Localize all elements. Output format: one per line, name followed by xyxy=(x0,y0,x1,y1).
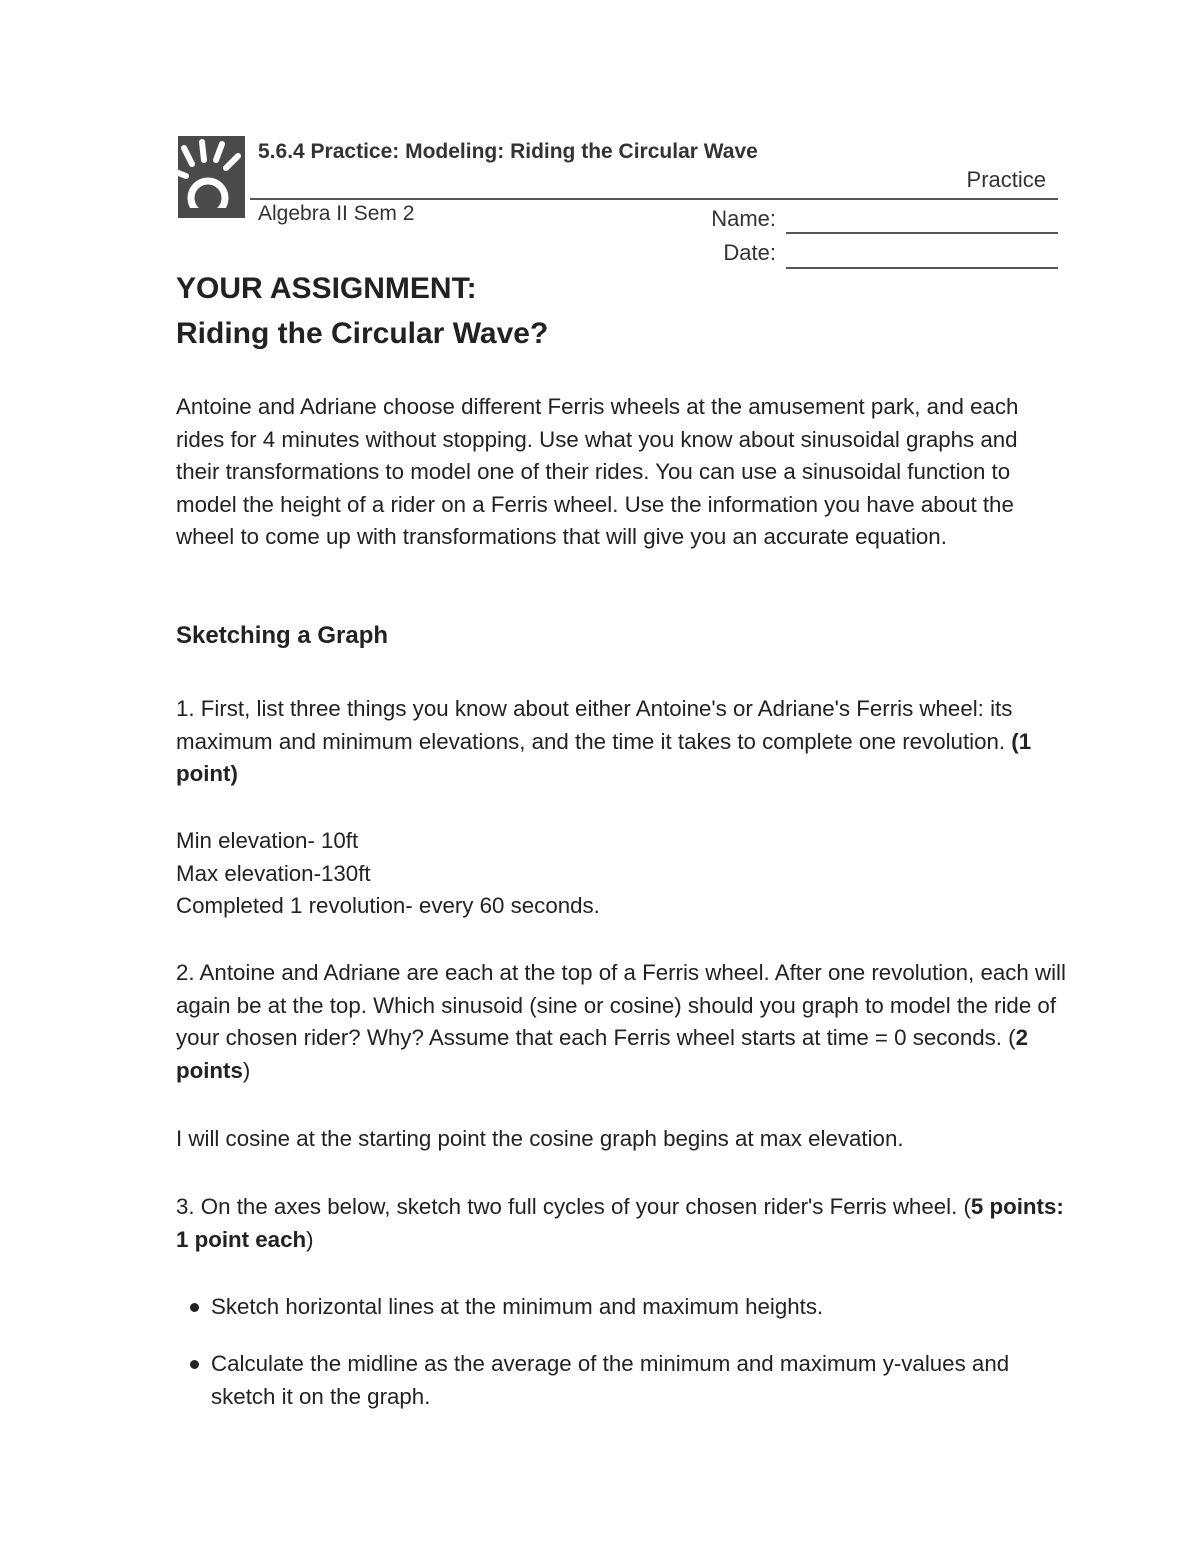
school-logo xyxy=(178,136,245,218)
bullet-dot xyxy=(190,1360,199,1369)
answer-max-elevation: Max elevation-130ft xyxy=(176,860,371,886)
assignment-heading: YOUR ASSIGNMENT: xyxy=(176,272,477,305)
date-label: Date: xyxy=(723,240,776,265)
name-label: Name: xyxy=(711,206,776,231)
date-field-line[interactable] xyxy=(786,267,1058,269)
assignment-subheading: Riding the Circular Wave? xyxy=(176,317,549,350)
intro-paragraph: Antoine and Adriane choose different Ferris wheels at the amusement park, and each rides for 4 minutes without stopping. Use what you know about sinusoidal graphs and their transformations to model one of their rides. You can use a sinusoidal function to model the height of a rider on a Ferris wheel. Use the information you have about the wheel to come up with transformations that will give you an accurate equation. xyxy=(176,394,1019,550)
question-3-text: 3. On the axes below, sketch two full cycles of your chosen rider's Ferris wheel. ( xyxy=(176,1194,971,1219)
bullet-text: Sketch horizontal lines at the minimum and maximum heights. xyxy=(211,1294,824,1319)
question-1 xyxy=(176,693,1066,791)
answer-revolution-time: Completed 1 revolution- every 60 seconds. xyxy=(176,893,600,919)
question-1-answer xyxy=(176,825,1066,923)
question-2-text-end: ) xyxy=(242,1057,251,1083)
header-divider xyxy=(250,198,1058,200)
course-name: Algebra II Sem 2 xyxy=(258,202,415,225)
question-2-points: 2 points xyxy=(176,1025,1029,1083)
question-1-text: 1. First, list three things you know about either Antoine's or Adriane's Ferris wheel: its maximum and minimum elevations, and the time it takes to complete one revolution. xyxy=(176,696,1013,754)
section-heading: Sketching a Graph xyxy=(176,622,389,649)
question-2-text: 2. Antoine and Adriane are each at the top of a Ferris wheel. After one revolution, each will again be at the top. Which sinusoid (sine or cosine) should you graph to model the ride of your chosen rider? Why? Assume that each Ferris wheel starts at time = 0 seconds. ( xyxy=(176,960,1066,1051)
question-3 xyxy=(176,1191,1066,1256)
worksheet-type-label: Practice xyxy=(966,167,1046,192)
answer-min-elevation: Min elevation- 10ft xyxy=(176,828,359,853)
bullet-text: Calculate the midline as the average of the minimum and maximum y-values and sketch it on the graph. xyxy=(211,1351,1010,1409)
bullet-dot xyxy=(190,1303,199,1312)
question-1-points: (1 point) xyxy=(176,728,1032,787)
question-3-text-end: ) xyxy=(306,1226,314,1252)
question-2-answer: I will cosine at the starting point the cosine graph begins at max elevation. xyxy=(176,1126,904,1151)
worksheet-title: 5.6.4 Practice: Modeling: Riding the Circular Wave xyxy=(258,140,758,163)
question-2 xyxy=(176,957,1066,1087)
name-field-line[interactable] xyxy=(786,232,1058,234)
question-3-points: 5 points: 1 point each xyxy=(176,1194,1064,1252)
